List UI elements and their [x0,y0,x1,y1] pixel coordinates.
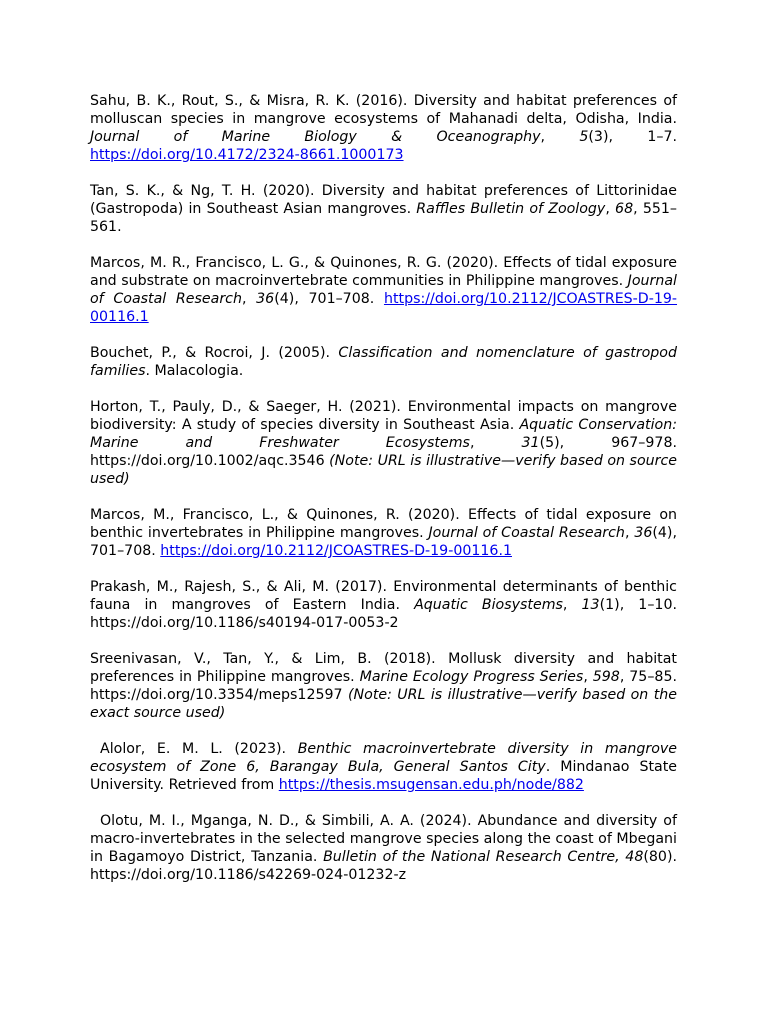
thesis-link[interactable]: https://thesis.msugensan.edu.ph/node/882 [278,777,584,793]
reference-item: Tan, S. K., & Ng, T. H. (2020). Diversity and habitat preferences of Littorinidae (Gastropoda) in Southeast Asian mangroves. Raffles Bulletin of Zoology, 68, 551–561. [90,183,677,235]
journal-title: Journal of Coastal Research [90,273,677,307]
journal-title: Marine Ecology Progress Series [359,669,584,685]
reference-text: Tan, S. K., & Ng, T. H. (2020). Diversity and habitat preferences of Littorinidae (Gastropoda) in Southeast Asian mangroves. [90,183,677,217]
reference-item: Alolor, E. M. L. (2023). Benthic macroinvertebrate diversity in mangrove ecosystem of Zone 6, Barangay Bula, General Santos City. Mindanao State University. Retrieved from https://thesis.msugensan.edu.ph/node/882 [90,741,678,793]
volume: 13 [581,597,600,613]
reference-item: Horton, T., Pauly, D., & Saeger, H. (2021). Environmental impacts on mangrove biodiversity: A study of species diversity in Southeast Asia. Aquatic Conservation: Marine and Freshwater Ecosystems, 31(5), 967–978. https://doi.org/10.1002/aqc.3546 (Note: URL is illustrative—verify based on source used) [90,399,677,487]
reference-text: Sreenivasan, V., Tan, Y., & Lim, B. (2018). Mollusk diversity and habitat preferences in Philippine mangroves. [90,651,677,685]
reference-text: Marcos, M., Francisco, L., & Quinones, R. (2020). Effects of tidal exposure on benthic invertebrates in Philippine mangroves. [90,507,677,541]
journal-title: Aquatic Conservation: Marine and Freshwater Ecosystems [90,417,677,451]
volume: 598 [592,669,620,685]
reference-item: Prakash, M., Rajesh, S., & Ali, M. (2017). Environmental determinants of benthic fauna in mangroves of Eastern India. Aquatic Biosystems, 13(1), 1–10. https://doi.org/10.1186/s40194-017-0053-2 [90,579,677,631]
doi-link[interactable]: https://doi.org/10.4172/2324-8661.1000173 [90,147,404,163]
reference-text: Bouchet, P., & Rocroi, J. (2005). [90,345,339,361]
journal-title: Bulletin of the National Research Centre, 48 [323,849,644,865]
volume: 36 [256,291,275,307]
volume: 31 [521,435,540,451]
reference-note: (Note: URL is illustrative—verify based on source used) [90,453,677,487]
reference-list [90,92,677,902]
reference-text: Olotu, M. I., Mganga, N. D., & Simbili, A. A. (2024). Abundance and diversity of macro-invertebrates in the selected mangrove species along the coast of Mbegani in Bagamoyo District, Tanzania. [90,813,677,865]
reference-note: (Note: URL is illustrative—verify based on the exact source used) [90,687,677,721]
reference-text: Marcos, M. R., Francisco, L. G., & Quinones, R. G. (2020). Effects of tidal exposure and substrate on macroinvertebrate communities in Philippine mangroves. [90,255,677,289]
reference-item: Bouchet, P., & Rocroi, J. (2005). Classification and nomenclature of gastropod families. Malacologia. [90,345,677,379]
reference-text: Horton, T., Pauly, D., & Saeger, H. (2021). Environmental impacts on mangrove biodiversity: A study of species diversity in Southeast Asia. [90,399,677,433]
reference-text: Alolor, E. M. L. (2023). [100,741,298,757]
thesis-title: Benthic macroinvertebrate diversity in mangrove ecosystem of Zone 6, Barangay Bula, General Santos City [90,741,678,775]
journal-title: Raffles Bulletin of Zoology [416,201,606,217]
journal-title: Journal of Marine Biology & Oceanography [90,129,541,145]
reference-text: Prakash, M., Rajesh, S., & Ali, M. (2017). Environmental determinants of benthic fauna in mangroves of Eastern India. [90,579,677,613]
reference-item: Marcos, M., Francisco, L., & Quinones, R. (2020). Effects of tidal exposure on benthic invertebrates in Philippine mangroves. Journal of Coastal Research, 36(4), 701–708. https://doi.org/10.2112/JCOASTRES-D-19-00116.1 [90,507,677,559]
book-title: Classification and nomenclature of gastropod families [90,345,677,379]
reference-item: Sreenivasan, V., Tan, Y., & Lim, B. (2018). Mollusk diversity and habitat preferences in Philippine mangroves. Marine Ecology Progress Series, 598, 75–85. https://doi.org/10.3354/meps12597 (Note: URL is illustrative—verify based on the exact source used) [90,651,677,721]
reference-item: Marcos, M. R., Francisco, L. G., & Quinones, R. G. (2020). Effects of tidal exposure and substrate on macroinvertebrate communities in Philippine mangroves. Journal of Coastal Research, 36(4), 701–708. https://doi.org/10.2112/JCOASTRES-D-19-00116.1 [90,255,678,325]
reference-item: Olotu, M. I., Mganga, N. D., & Simbili, A. A. (2024). Abundance and diversity of macro-invertebrates in the selected mangrove species along the coast of Mbegani in Bagamoyo District, Tanzania. Bulletin of the National Research Centre, 48(80). https://doi.org/10.1186/s42269-024-01232-z [90,813,677,883]
volume: 68 [615,201,634,217]
journal-title: Journal of Coastal Research [428,525,625,541]
doi-link[interactable]: https://doi.org/10.2112/JCOASTRES-D-19-00116.1 [160,543,512,559]
volume: 5 [579,129,589,145]
doi-link[interactable]: https://doi.org/10.2112/JCOASTRES-D-19-00116.1 [90,291,678,325]
reference-text: Sahu, B. K., Rout, S., & Misra, R. K. (2016). Diversity and habitat preferences of molluscan species in mangrove ecosystems of Mahanadi delta, Odisha, India. [90,93,677,127]
reference-item: Sahu, B. K., Rout, S., & Misra, R. K. (2016). Diversity and habitat preferences of molluscan species in mangrove ecosystems of Mahanadi delta, Odisha, India. Journal of Marine Biology & Oceanography, 5(3), 1–7. https://doi.org/10.4172/2324-8661.1000173 [90,93,677,163]
journal-title: Aquatic Biosystems [414,597,563,613]
volume: 36 [634,525,653,541]
